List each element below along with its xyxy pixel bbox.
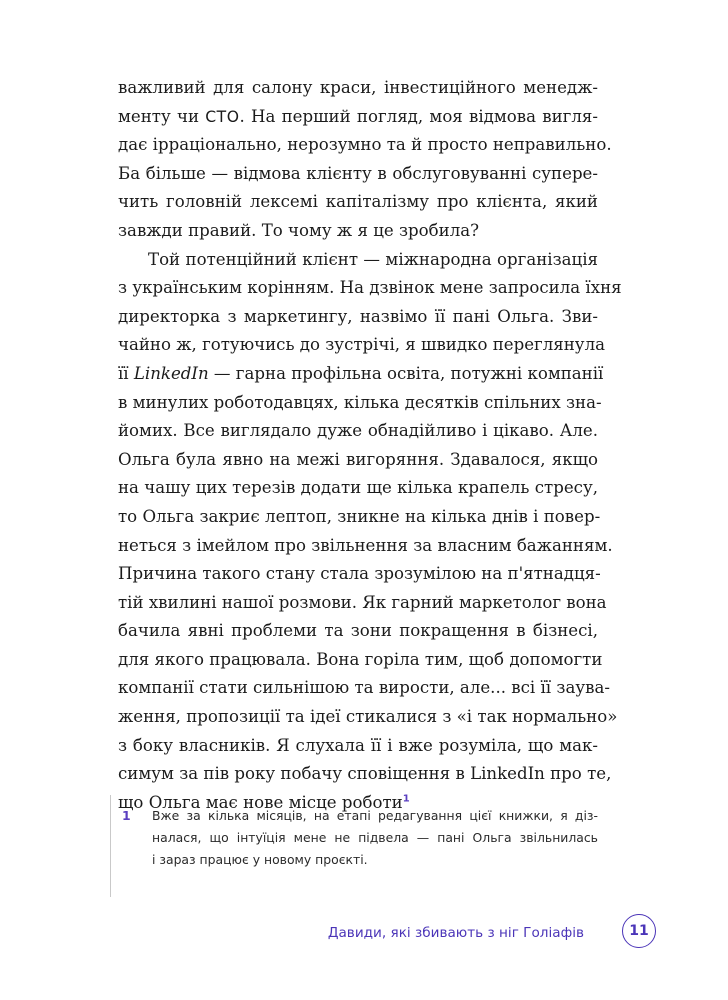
text-line: важливий для салону краси, інвестиційного менедж- [118,78,598,97]
text-line: компанії стати сильнішою та вирости, але... всі її заува- [118,678,610,698]
text-line: бачила явні проблеми та зони покращення в бізнесі, [118,621,598,641]
text-line: чить головній лексемі капіталізму про клієнта, який [118,192,598,212]
text-run: менту чи [118,106,206,126]
footnote-number: 1 [122,808,131,823]
text-line: чайно ж, готуючись до зустрічі, я швидко переглянула [118,335,606,355]
text-line: тій хвилині нашої розмови. Як гарний маркетолог вона [118,592,607,612]
text-line: ження, пропозиції та ідеї стикалися з «і так нормально» [118,707,618,727]
text-line: дає ірраціонально, нерозумно та й просто неправильно. [118,135,612,155]
text-line [118,360,604,389]
text-line: директорка з маркетингу, назвімо її пані Ольга. Зви- [118,306,598,326]
footnote-reference[interactable]: 1 [402,793,410,805]
running-footer-title: Давиди, які збивають з ніг Голіафів [327,925,584,941]
text-line: йомих. Все виглядало дуже обнадійливо і цікаво. Але. [118,421,598,441]
text-line: Причина такого стану стала зрозумілою на п'ятнадця- [118,564,601,584]
text-run: — гарна профільна освіта, потужні компанії [208,363,604,383]
footnote-text [152,805,598,872]
footnote [122,805,598,872]
text-line: то Ольга закриє лептоп, зникне на кілька днів і повер- [118,506,601,526]
text-line: в минулих роботодавцях, кілька десятків спільних зна- [118,392,602,412]
page-number-badge [622,914,656,948]
text-line: Ба більше — відмова клієнту в обслуговуванні супере- [118,163,598,183]
text-line [118,103,598,132]
text-run: . На перший погляд, моя відмова вигля- [239,106,598,126]
footnote-line: і зараз працює у новому проєкті. [152,852,368,868]
footnote-line: Вже за кілька місяців, на етапі редагування цієї книжки, я діз- [152,808,598,823]
text-line: завжди правий. То чому ж я це зробила? [118,220,480,240]
italic-brand: LinkedIn [133,363,209,383]
text-line: Той потенційний клієнт — міжнародна організація [148,249,598,269]
footnote-divider [110,795,111,897]
text-line: симум за пів року побачу сповіщення в LinkedIn про те, [118,764,612,784]
text-line: на чашу цих терезів додати ще кілька крапель стресу, [118,478,598,498]
footnote-line: налася, що інтуїція мене не підвела — пані Ольга звільнилась [152,830,598,846]
page-number: 11 [629,923,649,939]
body-text [118,74,622,817]
text-line: з українським корінням. На дзвінок мене запросила їхня [118,278,622,298]
text-run: її [118,363,134,383]
text-line: Ольга була явно на межі вигоряння. Здавалося, якщо [118,449,598,469]
acronym: СТО [205,107,240,126]
text-line: неться з імейлом про звільнення за власним бажанням. [118,535,613,555]
text-line: для якого працювала. Вона горіла тим, щоб допомогти [118,649,603,669]
text-line: з боку власників. Я слухала її і вже розуміла, що мак- [118,735,598,755]
text-run: що Ольга має нове місце роботи [118,792,403,812]
